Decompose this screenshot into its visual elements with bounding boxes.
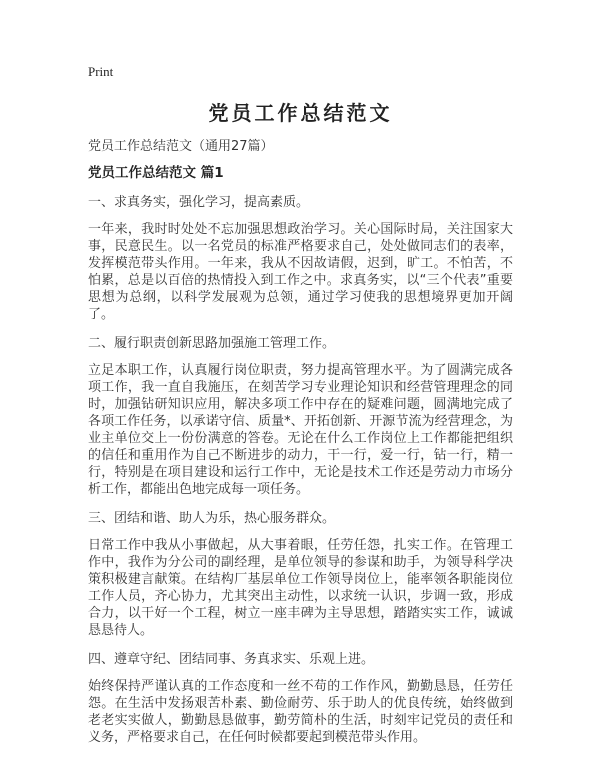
section-3-paragraph: 日常工作中我从小事做起，从大事着眼，任劳任怨，扎实工作。在管理工作中，我作为分公司的副经理，是单位领导的参谋和助手，为领导科学决策积极建言献策。在结构厂基层单位工作领导岗位上，能率领各职能岗位工作人员，齐心协力，尤其突出主动性，以求统一认识，步调一致，形成合力，以干好一个工程，树立一座丰碑为主导思想，踏踏实实工作，诚诚恳恳待人。 — [88, 538, 513, 638]
section-4-paragraph: 始终保持严谨认真的工作态度和一丝不苟的工作作风，勤勤恳恳，任劳任怨。在生活中发扬艰苦朴素、勤俭耐劳、乐于助人的优良传统，始终做到老老实实做人，勤勤恳恳做事，勤劳简朴的生活，时刻牢记党员的责任和义务，严格要求自己，在任何时候都要起到模范带头作用。 — [88, 679, 513, 745]
document-subtitle: 党员工作总结范文（通用27篇） — [88, 139, 274, 154]
section-1 — [88, 194, 513, 323]
page-title: 党员工作总结范文 — [208, 101, 393, 125]
section-1-heading: 一、求真务实，强化学习，提高素质。 — [88, 195, 310, 210]
section-1-paragraph: 一年来，我时时处处不忘加强思想政治学习。关心国际时局，关注国家大事，民意民生。以一名党员的标准严格要求自己，处处做同志们的表率，发挥模范带头作用。一年来，我从不因故请假，迟到，旷工。不怕苦，不怕累，总是以百倍的热情投入到工作之中。求真务实，以“三个代表”重要思想为总纲，以科学发展观为总领，通过学习使我的思想境界更加开阔了。 — [88, 222, 513, 322]
section-4 — [88, 651, 513, 746]
section-4-heading: 四、遵章守纪、团结同事、务真求实、乐观上进。 — [88, 652, 375, 667]
print-button[interactable]: Print — [88, 64, 114, 79]
section-2-heading: 二、履行职责创新思路加强施工管理工作。 — [88, 336, 336, 351]
section-3 — [88, 510, 513, 639]
section-3-heading: 三、团结和谐、助人为乐，热心服务群众。 — [88, 511, 336, 526]
section-2-paragraph: 立足本职工作，认真履行岗位职责，努力提高管理水平。为了圆满完成各项工作，我一直自我施压，在刻苦学习专业理论知识和经营管理理念的同时，加强钻研知识应用，解决多项工作中存在的疑难问题，圆满地完成了各项工作任务，以承诺守信、质量*、开拓创新、开源节流为经营理念，为业主单位交上一份份满意的答卷。无论在什么工作岗位上工作都能把组织的信任和重用作为自己不断进步的动力，干一行，爱一行，钻一行，精一行，特别是在项目建设和运行工作中，无论是技术工作还是劳动力市场分析工作，都能出色地完成每一项任务。 — [88, 363, 513, 497]
article-title: 党员工作总结范文 篇1 — [88, 165, 224, 181]
section-2 — [88, 335, 513, 498]
